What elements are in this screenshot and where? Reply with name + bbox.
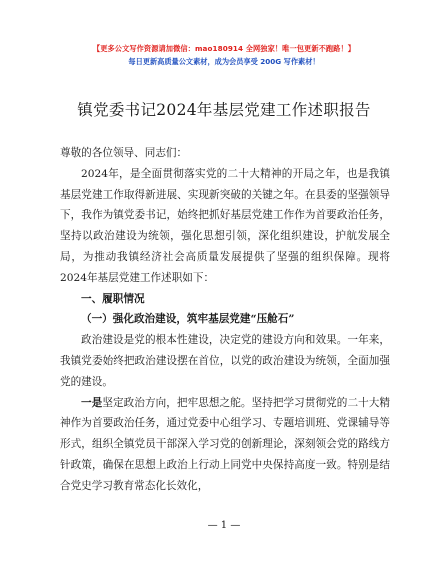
subsection-heading: （一）强化政治建设，筑牢基层党建“压舱石” <box>81 313 295 326</box>
first-point-text: 坚定政治方向，把牢思想之舵。坚持把学习贯彻党的二十大精神作为首要政治任务，通过党委中心组学习、专题培训班、党课辅导等形式，组织全镇党员干部深入学习党的创新理论，深刻领会党的路线方针政策，确保在思想上政治上行动上同党中央保持高度一致。特别是结合党史学习教育常态化长效化， <box>60 396 391 492</box>
promo-banner-line-1: 【更多公文写作资源请加微信：mao180914 全网独家！唯一包更新不跑路！】 <box>92 44 356 53</box>
paragraph-first-point <box>60 393 390 497</box>
page-number: — 1 — <box>207 520 241 531</box>
salutation: 尊敬的各位领导、同志们： <box>60 147 188 159</box>
document-body <box>60 143 390 497</box>
promo-banner-line-2: 每日更新高质量公文素材，成为会员享受 200G 写作素材！ <box>128 57 320 66</box>
document-title: 镇党委书记2024年基层党建工作述职报告 <box>77 101 371 119</box>
paragraph-political-building: 政治建设是党的根本性建设，决定党的建设方向和效果。一年来，我镇党委始终把政治建设摆在首位，以党的政治建设为统领，全面加强党的建设。 <box>60 334 390 388</box>
section-heading: 一、履职情况 <box>81 292 145 305</box>
intro-paragraph: 2024年，是全面贯彻落实党的二十大精神的开局之年，也是我镇基层党建工作取得新进展、实现新突破的关键之年。在县委的坚强领导下，我作为镇党委书记，始终把抓好基层党建工作作为首要政治任务，坚持以政治建设为统领，强化思想引领，深化组织建设，护航发展全局，为推动我镇经济社会高质量发展提供了坚强的组织保障。现将2024年基层党建工作述职如下： <box>60 167 390 284</box>
first-point-lead: 一是 <box>81 396 103 409</box>
